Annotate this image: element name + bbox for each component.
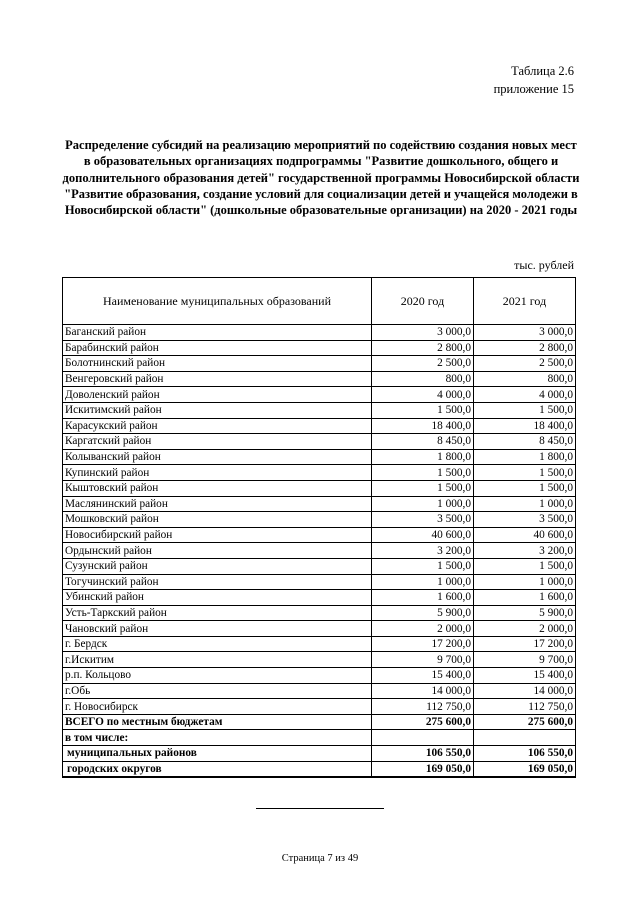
municipality-name: Венгеровский район bbox=[63, 371, 372, 387]
value-2020: 1 000,0 bbox=[372, 496, 474, 512]
table-header-row bbox=[63, 278, 576, 325]
municipal-districts-name: муниципальных районов bbox=[63, 746, 372, 762]
municipality-name: Убинский район bbox=[63, 590, 372, 606]
table-label: Таблица 2.6 bbox=[511, 64, 574, 78]
municipality-name: г. Бердск bbox=[63, 636, 372, 652]
municipality-name: Купинский район bbox=[63, 465, 372, 481]
municipality-name: Баганский район bbox=[63, 325, 372, 341]
table-row bbox=[63, 543, 576, 559]
municipal-districts-row bbox=[63, 746, 576, 762]
value-2021: 17 200,0 bbox=[474, 636, 576, 652]
municipal-districts-2020: 106 550,0 bbox=[372, 746, 474, 762]
footnote-divider bbox=[256, 808, 384, 809]
including-empty-2020 bbox=[372, 730, 474, 746]
value-2020: 2 000,0 bbox=[372, 621, 474, 637]
value-2021: 8 450,0 bbox=[474, 434, 576, 450]
total-2021: 275 600,0 bbox=[474, 714, 576, 730]
municipality-name: Доволенский район bbox=[63, 387, 372, 403]
value-2021: 3 000,0 bbox=[474, 325, 576, 341]
municipality-name: Каргатский район bbox=[63, 434, 372, 450]
table-row bbox=[63, 527, 576, 543]
value-2020: 1 500,0 bbox=[372, 402, 474, 418]
including-label: в том числе: bbox=[63, 730, 372, 746]
value-2021: 1 600,0 bbox=[474, 590, 576, 606]
value-2021: 1 500,0 bbox=[474, 402, 576, 418]
municipality-name: Искитимский район bbox=[63, 402, 372, 418]
value-2021: 1 500,0 bbox=[474, 558, 576, 574]
document-title: Распределение субсидий на реализацию мероприятий по содействию создания новых мест в образовательных организациях подпрограммы "Развитие дошкольного, общего и дополнительного образования детей" государственной программы Новосибирской области "Развитие образования, создание условий для социализации детей и учащейся молодежи в Новосибирской области" (дошкольные образовательные организации) на 2020 - 2021 годы bbox=[62, 138, 580, 218]
value-2021: 3 200,0 bbox=[474, 543, 576, 559]
table-row bbox=[63, 683, 576, 699]
municipality-name: Сузунский район bbox=[63, 558, 372, 574]
value-2021: 112 750,0 bbox=[474, 699, 576, 715]
value-2020: 1 600,0 bbox=[372, 590, 474, 606]
value-2021: 14 000,0 bbox=[474, 683, 576, 699]
value-2020: 18 400,0 bbox=[372, 418, 474, 434]
value-2020: 800,0 bbox=[372, 371, 474, 387]
including-row bbox=[63, 730, 576, 746]
municipality-name: р.п. Кольцово bbox=[63, 668, 372, 684]
table-row bbox=[63, 636, 576, 652]
column-header-name: Наименование муниципальных образований bbox=[63, 278, 372, 325]
value-2020: 17 200,0 bbox=[372, 636, 474, 652]
value-2020: 1 500,0 bbox=[372, 465, 474, 481]
municipality-name: г.Обь bbox=[63, 683, 372, 699]
table-row bbox=[63, 558, 576, 574]
table-row bbox=[63, 574, 576, 590]
column-header-2020: 2020 год bbox=[372, 278, 474, 325]
table-row bbox=[63, 340, 576, 356]
table-row bbox=[63, 371, 576, 387]
table-row bbox=[63, 402, 576, 418]
table-row bbox=[63, 465, 576, 481]
value-2020: 3 200,0 bbox=[372, 543, 474, 559]
table-row bbox=[63, 325, 576, 341]
table-row bbox=[63, 356, 576, 372]
total-2020: 275 600,0 bbox=[372, 714, 474, 730]
table-row bbox=[63, 668, 576, 684]
value-2020: 3 500,0 bbox=[372, 512, 474, 528]
municipality-name: г. Новосибирск bbox=[63, 699, 372, 715]
value-2021: 1 000,0 bbox=[474, 496, 576, 512]
table-row bbox=[63, 480, 576, 496]
value-2020: 5 900,0 bbox=[372, 605, 474, 621]
value-2021: 2 500,0 bbox=[474, 356, 576, 372]
table-row bbox=[63, 699, 576, 715]
value-2021: 800,0 bbox=[474, 371, 576, 387]
urban-districts-name: городских округов bbox=[63, 761, 372, 777]
municipality-name: Барабинский район bbox=[63, 340, 372, 356]
value-2020: 9 700,0 bbox=[372, 652, 474, 668]
total-name: ВСЕГО по местным бюджетам bbox=[63, 714, 372, 730]
table-row bbox=[63, 605, 576, 621]
total-row bbox=[63, 714, 576, 730]
municipality-name: Ордынский район bbox=[63, 543, 372, 559]
municipality-name: Новосибирский район bbox=[63, 527, 372, 543]
value-2020: 40 600,0 bbox=[372, 527, 474, 543]
table-row bbox=[63, 621, 576, 637]
urban-districts-2021: 169 050,0 bbox=[474, 761, 576, 777]
municipality-name: Маслянинский район bbox=[63, 496, 372, 512]
including-empty-2021 bbox=[474, 730, 576, 746]
table-row bbox=[63, 387, 576, 403]
urban-districts-row bbox=[63, 761, 576, 777]
value-2021: 1 500,0 bbox=[474, 480, 576, 496]
value-2020: 15 400,0 bbox=[372, 668, 474, 684]
table-row bbox=[63, 418, 576, 434]
table-row bbox=[63, 496, 576, 512]
municipality-name: Кыштовский район bbox=[63, 480, 372, 496]
value-2021: 4 000,0 bbox=[474, 387, 576, 403]
units-label: тыс. рублей bbox=[514, 258, 574, 272]
urban-districts-2020: 169 050,0 bbox=[372, 761, 474, 777]
value-2020: 2 500,0 bbox=[372, 356, 474, 372]
municipality-name: Тогучинский район bbox=[63, 574, 372, 590]
value-2021: 3 500,0 bbox=[474, 512, 576, 528]
page-number: Страница 7 из 49 bbox=[281, 853, 359, 864]
table-row bbox=[63, 590, 576, 606]
value-2021: 18 400,0 bbox=[474, 418, 576, 434]
value-2021: 1 000,0 bbox=[474, 574, 576, 590]
value-2021: 2 000,0 bbox=[474, 621, 576, 637]
value-2020: 8 450,0 bbox=[372, 434, 474, 450]
value-2020: 1 500,0 bbox=[372, 558, 474, 574]
table-row bbox=[63, 449, 576, 465]
subsidy-table bbox=[62, 277, 576, 778]
municipality-name: Болотнинский район bbox=[63, 356, 372, 372]
municipality-name: Карасукский район bbox=[63, 418, 372, 434]
municipality-name: Чановский район bbox=[63, 621, 372, 637]
value-2021: 5 900,0 bbox=[474, 605, 576, 621]
value-2021: 15 400,0 bbox=[474, 668, 576, 684]
table-row bbox=[63, 652, 576, 668]
table-row bbox=[63, 512, 576, 528]
value-2021: 40 600,0 bbox=[474, 527, 576, 543]
value-2020: 3 000,0 bbox=[372, 325, 474, 341]
value-2020: 4 000,0 bbox=[372, 387, 474, 403]
municipality-name: г.Искитим bbox=[63, 652, 372, 668]
value-2021: 2 800,0 bbox=[474, 340, 576, 356]
value-2021: 1 500,0 bbox=[474, 465, 576, 481]
appendix-label: приложение 15 bbox=[493, 82, 574, 96]
municipality-name: Колыванский район bbox=[63, 449, 372, 465]
column-header-2021: 2021 год bbox=[474, 278, 576, 325]
value-2020: 1 000,0 bbox=[372, 574, 474, 590]
table-row bbox=[63, 434, 576, 450]
value-2020: 1 800,0 bbox=[372, 449, 474, 465]
municipality-name: Усть-Таркский район bbox=[63, 605, 372, 621]
value-2020: 112 750,0 bbox=[372, 699, 474, 715]
value-2020: 1 500,0 bbox=[372, 480, 474, 496]
value-2021: 1 800,0 bbox=[474, 449, 576, 465]
municipal-districts-2021: 106 550,0 bbox=[474, 746, 576, 762]
value-2020: 2 800,0 bbox=[372, 340, 474, 356]
municipality-name: Мошковский район bbox=[63, 512, 372, 528]
value-2021: 9 700,0 bbox=[474, 652, 576, 668]
value-2020: 14 000,0 bbox=[372, 683, 474, 699]
